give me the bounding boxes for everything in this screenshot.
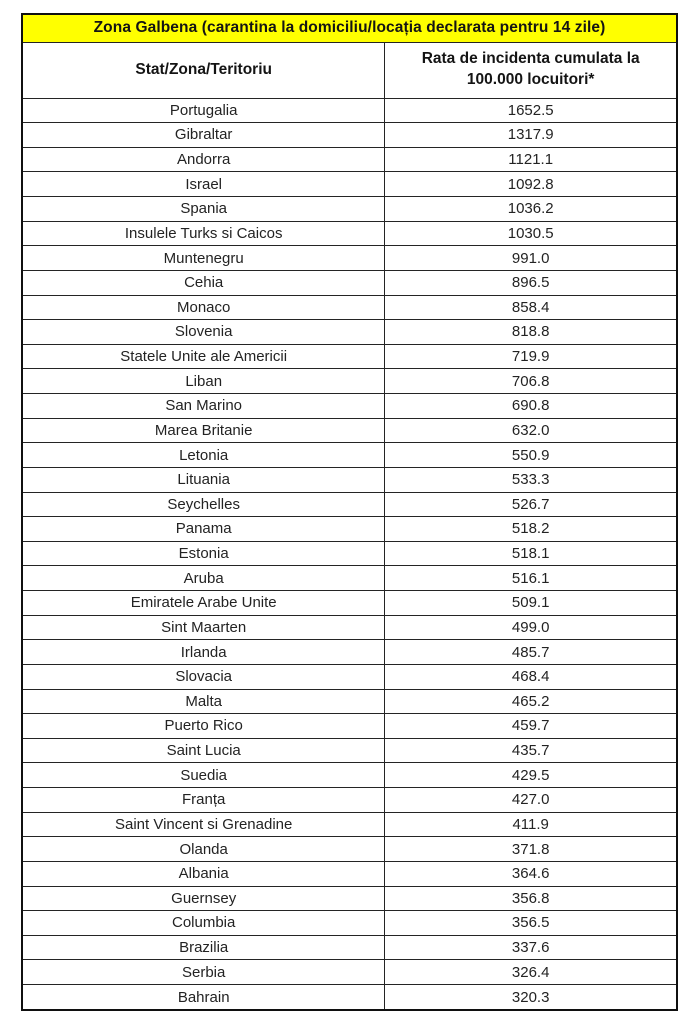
rate-cell: 320.3 xyxy=(385,985,677,1011)
state-cell: Brazilia xyxy=(22,935,385,960)
state-cell: Serbia xyxy=(22,960,385,985)
rate-cell: 485.7 xyxy=(385,640,677,665)
state-cell: Monaco xyxy=(22,295,385,320)
rate-cell: 526.7 xyxy=(385,492,677,517)
rate-cell: 533.3 xyxy=(385,467,677,492)
table-row xyxy=(22,837,677,862)
rate-cell: 1036.2 xyxy=(385,197,677,222)
yellow-zone-table xyxy=(21,13,678,1011)
rate-cell: 1652.5 xyxy=(385,98,677,123)
rate-cell: 468.4 xyxy=(385,664,677,689)
rate-cell: 632.0 xyxy=(385,418,677,443)
table-row xyxy=(22,788,677,813)
table-row xyxy=(22,246,677,271)
state-cell: Suedia xyxy=(22,763,385,788)
table-row xyxy=(22,985,677,1011)
table-row xyxy=(22,861,677,886)
table-row xyxy=(22,467,677,492)
state-cell: Portugalia xyxy=(22,98,385,123)
state-cell: Insulele Turks si Caicos xyxy=(22,221,385,246)
table-body xyxy=(22,14,677,1010)
table-row xyxy=(22,763,677,788)
rate-cell: 429.5 xyxy=(385,763,677,788)
rate-cell: 499.0 xyxy=(385,615,677,640)
state-cell: Marea Britanie xyxy=(22,418,385,443)
table-row xyxy=(22,640,677,665)
rate-cell: 818.8 xyxy=(385,320,677,345)
state-cell: Israel xyxy=(22,172,385,197)
table-title: Zona Galbena (carantina la domiciliu/locația declarata pentru 14 zile) xyxy=(22,14,677,42)
state-cell: Spania xyxy=(22,197,385,222)
state-cell: Puerto Rico xyxy=(22,714,385,739)
rate-cell: 1317.9 xyxy=(385,123,677,148)
state-cell: Estonia xyxy=(22,541,385,566)
state-cell: Letonia xyxy=(22,443,385,468)
table-row xyxy=(22,221,677,246)
rate-cell: 459.7 xyxy=(385,714,677,739)
table-row xyxy=(22,714,677,739)
table-row xyxy=(22,960,677,985)
state-cell: Irlanda xyxy=(22,640,385,665)
state-cell: Olanda xyxy=(22,837,385,862)
state-cell: San Marino xyxy=(22,394,385,419)
table-row xyxy=(22,886,677,911)
state-cell: Cehia xyxy=(22,270,385,295)
rate-cell: 371.8 xyxy=(385,837,677,862)
rate-cell: 518.2 xyxy=(385,517,677,542)
column-header-state: Stat/Zona/Teritoriu xyxy=(22,42,385,98)
rate-cell: 896.5 xyxy=(385,270,677,295)
rate-cell: 356.8 xyxy=(385,886,677,911)
state-cell: Slovenia xyxy=(22,320,385,345)
table-row xyxy=(22,172,677,197)
table-header-row xyxy=(22,42,677,98)
rate-cell: 364.6 xyxy=(385,861,677,886)
table-row xyxy=(22,541,677,566)
table-title-row xyxy=(22,14,677,42)
table-row xyxy=(22,492,677,517)
state-cell: Sint Maarten xyxy=(22,615,385,640)
column-header-rate: Rata de incidenta cumulata la 100.000 locuitori* xyxy=(385,42,677,98)
table-row xyxy=(22,443,677,468)
table-row xyxy=(22,566,677,591)
state-cell: Saint Lucia xyxy=(22,738,385,763)
table-row xyxy=(22,295,677,320)
state-cell: Muntenegru xyxy=(22,246,385,271)
state-cell: Albania xyxy=(22,861,385,886)
table-row xyxy=(22,98,677,123)
state-cell: Columbia xyxy=(22,911,385,936)
table-row xyxy=(22,147,677,172)
table-row xyxy=(22,517,677,542)
rate-cell: 706.8 xyxy=(385,369,677,394)
state-cell: Gibraltar xyxy=(22,123,385,148)
rate-cell: 427.0 xyxy=(385,788,677,813)
state-cell: Panama xyxy=(22,517,385,542)
table-row xyxy=(22,689,677,714)
state-cell: Statele Unite ale Americii xyxy=(22,344,385,369)
rate-cell: 1092.8 xyxy=(385,172,677,197)
rate-cell: 337.6 xyxy=(385,935,677,960)
table-row xyxy=(22,320,677,345)
state-cell: Franța xyxy=(22,788,385,813)
state-cell: Bahrain xyxy=(22,985,385,1011)
rate-cell: 991.0 xyxy=(385,246,677,271)
rate-cell: 411.9 xyxy=(385,812,677,837)
state-cell: Lituania xyxy=(22,467,385,492)
rate-cell: 509.1 xyxy=(385,591,677,616)
state-cell: Andorra xyxy=(22,147,385,172)
rate-cell: 326.4 xyxy=(385,960,677,985)
state-cell: Saint Vincent si Grenadine xyxy=(22,812,385,837)
state-cell: Emiratele Arabe Unite xyxy=(22,591,385,616)
table-row xyxy=(22,935,677,960)
rate-cell: 719.9 xyxy=(385,344,677,369)
rate-cell: 435.7 xyxy=(385,738,677,763)
table-row xyxy=(22,123,677,148)
rate-cell: 356.5 xyxy=(385,911,677,936)
state-cell: Liban xyxy=(22,369,385,394)
state-cell: Malta xyxy=(22,689,385,714)
table-row xyxy=(22,270,677,295)
table-row xyxy=(22,591,677,616)
rate-cell: 518.1 xyxy=(385,541,677,566)
state-cell: Aruba xyxy=(22,566,385,591)
rate-cell: 1121.1 xyxy=(385,147,677,172)
table-row xyxy=(22,394,677,419)
table-row xyxy=(22,418,677,443)
table-row xyxy=(22,812,677,837)
rate-cell: 465.2 xyxy=(385,689,677,714)
state-cell: Slovacia xyxy=(22,664,385,689)
state-cell: Seychelles xyxy=(22,492,385,517)
rate-cell: 858.4 xyxy=(385,295,677,320)
rate-cell: 1030.5 xyxy=(385,221,677,246)
table-row xyxy=(22,664,677,689)
table-row xyxy=(22,197,677,222)
table-row xyxy=(22,369,677,394)
state-cell: Guernsey xyxy=(22,886,385,911)
rate-cell: 516.1 xyxy=(385,566,677,591)
table-row xyxy=(22,911,677,936)
table-row xyxy=(22,738,677,763)
table-row xyxy=(22,615,677,640)
table-row xyxy=(22,344,677,369)
rate-cell: 550.9 xyxy=(385,443,677,468)
rate-cell: 690.8 xyxy=(385,394,677,419)
